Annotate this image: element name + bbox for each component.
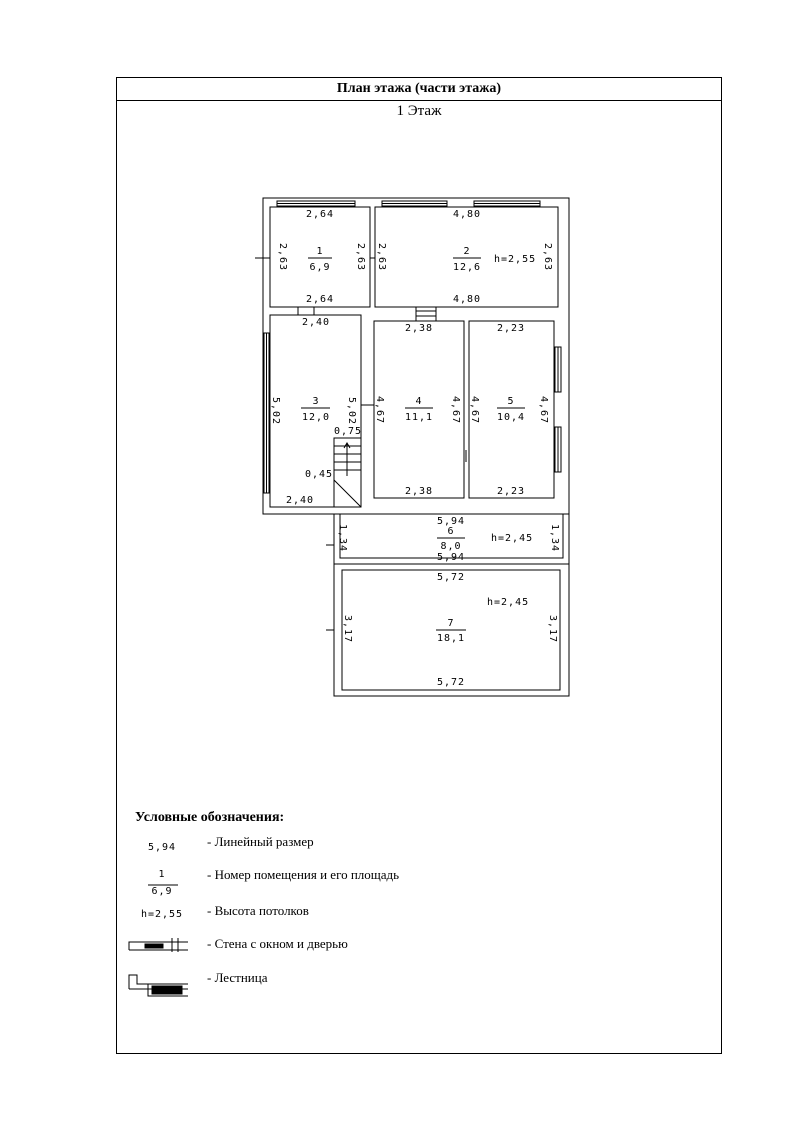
window-icon — [555, 427, 561, 472]
ceiling-height: h=2,55 — [494, 254, 537, 265]
window-icon — [277, 201, 355, 206]
dimension-label: 2,38 — [404, 486, 434, 497]
door-icon — [416, 307, 436, 321]
dimension-label: 4,80 — [452, 294, 482, 305]
dimension-label: 5,72 — [436, 572, 466, 583]
ceiling-height: h=2,45 — [487, 597, 530, 608]
dimension-label: 2,63 — [355, 242, 366, 272]
dimension-label: 4,67 — [469, 395, 480, 425]
room-area: 8,0 — [440, 541, 462, 552]
legend-item-room: - Номер помещения и его площадь — [207, 867, 400, 882]
dimension-label: 2,64 — [305, 209, 335, 220]
ceiling-height: h=2,45 — [491, 533, 534, 544]
legend-item-wall: - Стена с окном и дверью — [207, 936, 348, 951]
dimension-label: 2,64 — [305, 294, 335, 305]
legend-item-height: - Высота потолков — [207, 903, 309, 918]
dimension-label: 2,40 — [285, 495, 315, 506]
dimension-label: 0,75 — [333, 426, 363, 437]
legend-wall-window-door-icon — [129, 938, 188, 952]
dimension-label: 4,80 — [452, 209, 482, 220]
dimension-label: 5,02 — [270, 396, 281, 426]
dimension-label: 2,63 — [542, 242, 553, 272]
room-number: 2 — [463, 246, 471, 257]
room-area: 18,1 — [436, 633, 466, 644]
dimension-label: 4,67 — [538, 395, 549, 425]
legend-room-number-sample: 1 — [158, 869, 166, 880]
window-icon — [382, 201, 447, 206]
dimension-label: 4,67 — [374, 395, 385, 425]
room-area: 10,4 — [496, 412, 526, 423]
dimension-label: 3,17 — [547, 614, 558, 644]
legend-title: Условные обозначения: — [135, 810, 285, 825]
room-number: 3 — [312, 396, 320, 407]
legend-height-sample: h=2,55 — [140, 909, 184, 920]
legend-room-area-sample: 6,9 — [151, 886, 173, 897]
legend-staircase-icon — [129, 975, 188, 996]
building-outline — [263, 198, 569, 514]
floor-label: 1 Этаж — [396, 103, 442, 119]
page-title: План этажа (части этажа) — [117, 78, 721, 101]
room-number: 6 — [447, 526, 455, 537]
dimension-label: 2,23 — [496, 323, 526, 334]
room-number: 7 — [447, 618, 455, 629]
dimension-label: 4,67 — [450, 395, 461, 425]
dimension-label: 5,72 — [436, 677, 466, 688]
room-number: 1 — [316, 246, 324, 257]
dimension-label: 2,63 — [376, 242, 387, 272]
dimension-label: 3,17 — [342, 614, 353, 644]
dimension-label: 1,34 — [337, 523, 348, 553]
window-icon — [264, 333, 269, 493]
dimension-label: 5,94 — [436, 552, 466, 563]
room-number: 4 — [415, 396, 423, 407]
room-area: 11,1 — [404, 412, 434, 423]
room-area: 12,0 — [301, 412, 331, 423]
dimension-label: 0,45 — [304, 469, 334, 480]
room-number: 5 — [507, 396, 515, 407]
room-area: 6,9 — [309, 262, 331, 273]
staircase — [334, 438, 361, 507]
window-icon — [555, 347, 561, 392]
dimension-label: 2,23 — [496, 486, 526, 497]
dimension-label: 2,63 — [277, 242, 288, 272]
legend-item-stairs: - Лестница — [207, 970, 268, 985]
legend-dimension-sample: 5,94 — [147, 842, 177, 853]
dimension-label: 5,02 — [346, 396, 357, 426]
window-icon — [474, 201, 540, 206]
dimension-label: 2,38 — [404, 323, 434, 334]
dimension-label: 2,40 — [301, 317, 331, 328]
room-area: 12,6 — [452, 262, 482, 273]
legend-item-dimension: - Линейный размер — [207, 834, 314, 849]
dimension-label: 1,34 — [549, 523, 560, 553]
dimension-label: 5,94 — [436, 516, 466, 527]
